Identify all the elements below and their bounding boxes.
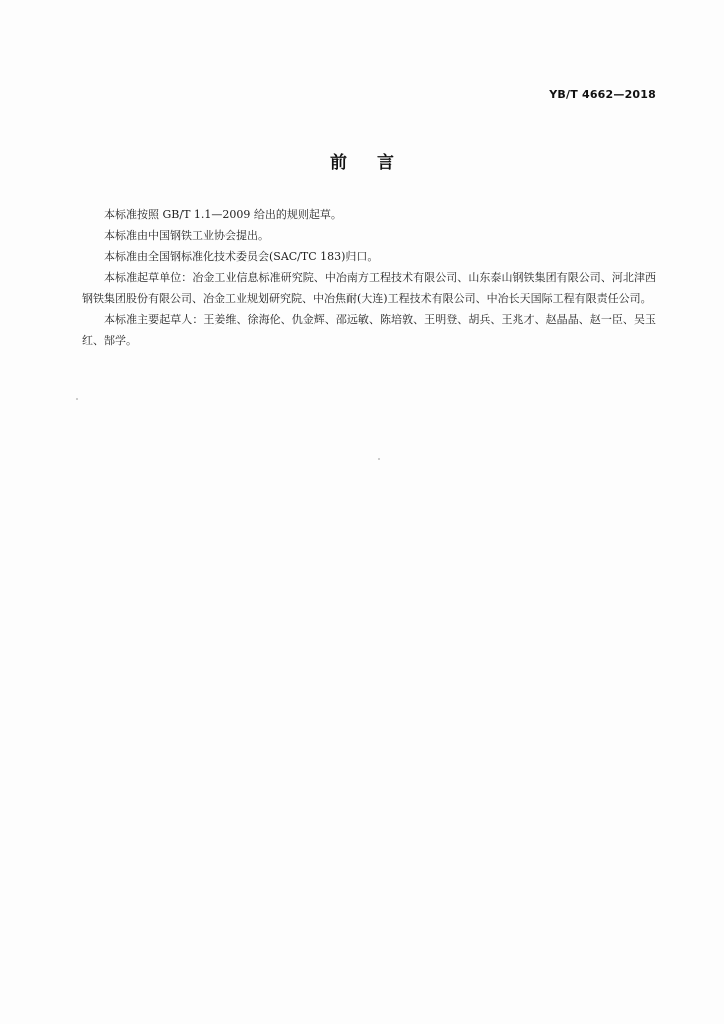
- paragraph-drafting-units: 本标准起草单位：冶金工业信息标准研究院、中冶南方工程技术有限公司、山东泰山钢铁集团有限公司、河北津西钢铁集团股份有限公司、冶金工业规划研究院、中冶焦耐(大连)工程技术有限公司、中冶长天国际工程有限责任公司。: [82, 271, 656, 305]
- standard-number: YB/T 4662—2018: [549, 88, 656, 101]
- page-title: 前言: [330, 153, 424, 173]
- paragraph-drafters: 本标准主要起草人：王姜维、徐海伦、仇金辉、邵远敏、陈培敦、王明登、胡兵、王兆才、赵晶晶、赵一臣、吴玉红、郜学。: [82, 313, 656, 347]
- scan-speck: [76, 398, 78, 400]
- paragraph-drafting-rules: 本标准按照 GB/T 1.1—2009 给出的规则起草。: [104, 208, 342, 221]
- foreword-body: [82, 204, 656, 351]
- paragraph-proposer: 本标准由中国钢铁工业协会提出。: [104, 229, 269, 242]
- paragraph-committee: 本标准由全国钢标准化技术委员会(SAC/TC 183)归口。: [104, 250, 379, 263]
- scan-speck: [378, 458, 380, 460]
